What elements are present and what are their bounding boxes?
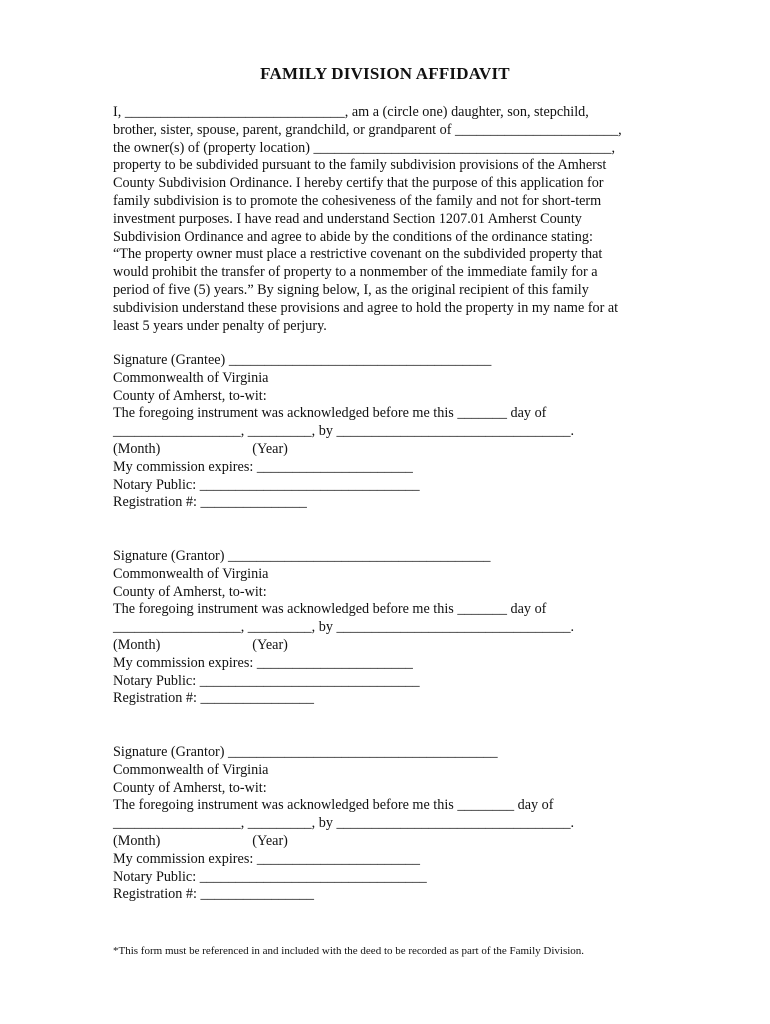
signature-line: Signature (Grantee) _____________________________________ [113, 352, 492, 368]
month-label: (Month) [113, 440, 161, 457]
signature-line: Signature (Grantor) _____________________________________ [113, 548, 491, 564]
notary-line: Notary Public: _______________________________ [113, 476, 420, 493]
commonwealth-line: Commonwealth of Virginia [113, 761, 269, 778]
month-label: (Month) [113, 636, 161, 653]
body-line: the owner(s) of (property location) __________________________________________, [113, 139, 616, 156]
commonwealth-line: Commonwealth of Virginia [113, 565, 269, 582]
body-line: family subdivision is to promote the cohesiveness of the family and not for short-term [113, 192, 602, 209]
date-line: __________________, _________, by _________________________________. [113, 619, 575, 636]
year-label: (Year) [252, 832, 288, 849]
body-line: period of five (5) years.” By signing below, I, as the original recipient of this family [113, 281, 589, 298]
body-line: investment purposes. I have read and understand Section 1207.01 Amherst County [113, 210, 582, 227]
acknowledged-line: The foregoing instrument was acknowledged before me this _______ day of [113, 405, 547, 422]
month-year-line [113, 637, 673, 655]
grantor-notary-section-1 [113, 548, 673, 708]
registration-line: Registration #: _______________ [113, 494, 307, 511]
affidavit-body [113, 104, 658, 335]
county-line: County of Amherst, to-wit: [113, 387, 267, 404]
county-line: County of Amherst, to-wit: [113, 779, 267, 796]
registration-line: Registration #: ________________ [113, 690, 314, 707]
body-line: least 5 years under penalty of perjury. [113, 317, 327, 334]
body-line: County Subdivision Ordinance. I hereby certify that the purpose of this application for [113, 175, 604, 192]
signature-line: Signature (Grantor) ______________________________________ [113, 744, 498, 760]
body-line: Subdivision Ordinance and agree to abide by the conditions of the ordinance stating: [113, 228, 593, 245]
month-year-line [113, 441, 673, 459]
commission-line: My commission expires: ______________________ [113, 654, 413, 671]
acknowledged-line: The foregoing instrument was acknowledged before me this ________ day of [113, 797, 554, 814]
notary-line: Notary Public: _______________________________ [113, 672, 420, 689]
body-line: brother, sister, spouse, parent, grandchild, or grandparent of _______________________, [113, 121, 622, 138]
notary-line: Notary Public: ________________________________ [113, 868, 427, 885]
grantor-notary-section-2 [113, 744, 673, 904]
year-label: (Year) [252, 636, 288, 653]
body-line: subdivision understand these provisions and agree to hold the property in my name for at [113, 299, 619, 316]
acknowledged-line: The foregoing instrument was acknowledged before me this _______ day of [113, 601, 547, 618]
body-line: property to be subdivided pursuant to the family subdivision provisions of the Amherst [113, 157, 607, 174]
date-line: __________________, _________, by _________________________________. [113, 815, 575, 832]
commission-line: My commission expires: _______________________ [113, 850, 420, 867]
commonwealth-line: Commonwealth of Virginia [113, 369, 269, 386]
month-year-line [113, 833, 673, 851]
county-line: County of Amherst, to-wit: [113, 583, 267, 600]
body-line: “The property owner must place a restrictive covenant on the subdivided property that [113, 246, 603, 263]
month-label: (Month) [113, 832, 161, 849]
document-title: FAMILY DIVISION AFFIDAVIT [260, 64, 510, 83]
date-line: __________________, _________, by _________________________________. [113, 423, 575, 440]
year-label: (Year) [252, 440, 288, 457]
body-line: would prohibit the transfer of property to a nonmember of the immediate family for a [113, 264, 598, 281]
footnote: *This form must be referenced in and included with the deed to be recorded as part of the Family Division. [113, 945, 585, 957]
grantee-notary-section [113, 352, 673, 512]
registration-line: Registration #: ________________ [113, 886, 314, 903]
body-line: I, _______________________________, am a (circle one) daughter, son, stepchild, [113, 104, 589, 120]
commission-line: My commission expires: ______________________ [113, 458, 413, 475]
